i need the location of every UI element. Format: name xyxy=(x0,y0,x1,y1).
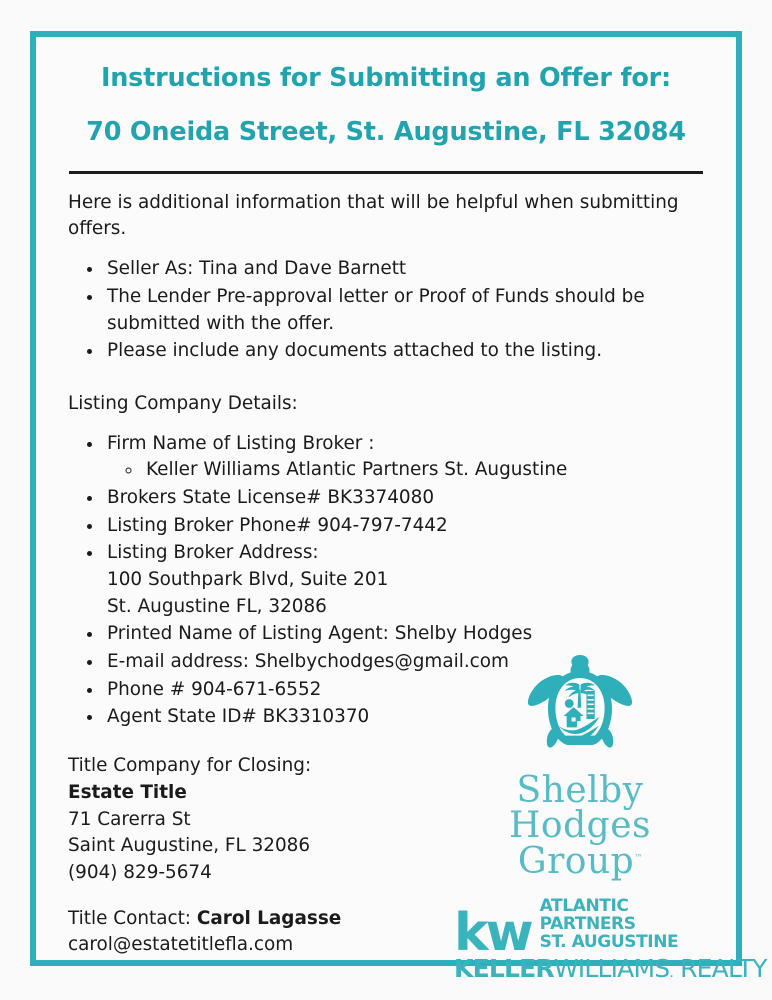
list-item-license: • Brokers State License# BK3374080 xyxy=(104,485,704,512)
list-item: ◦ Keller Williams Atlantic Partners St. Augustine xyxy=(143,457,704,484)
list-item: • Seller As: Tina and Dave Barnett xyxy=(104,256,704,283)
title-divider xyxy=(69,171,703,174)
intro-paragraph: Here is additional information that will be helpful when submitting offers. xyxy=(68,191,679,240)
kw-brand-line xyxy=(454,953,767,983)
list-item: • Please include any documents attached to the listing. xyxy=(104,338,704,365)
title-company-address-line-1: 71 Carerra St xyxy=(68,808,191,830)
document-frame xyxy=(30,31,767,983)
kw-logo-top-row xyxy=(454,895,706,964)
kw-monogram-icon: kw xyxy=(454,903,531,964)
general-bullet-list xyxy=(68,256,704,365)
kw-brand-realty: REALTY xyxy=(672,953,767,983)
list-item: • The Lender Pre-approval letter or Proof of Funds should be submitted with the offer. xyxy=(104,284,704,337)
title-company-block xyxy=(68,753,468,959)
title-company-phone: (904) 829-5674 xyxy=(68,861,212,883)
page-title xyxy=(54,37,718,149)
kw-market-line-1: ATLANTIC PARTNERS xyxy=(539,895,636,934)
broker-address-line-2: St. Augustine FL, 32086 xyxy=(107,595,327,617)
kw-brand-keller: KELLER xyxy=(454,953,554,983)
title-contact-line xyxy=(68,906,468,933)
kw-brand-dot: . xyxy=(669,964,673,981)
wordmark-line-2-text: Group xyxy=(517,840,635,882)
title-contact-label: Title Contact: xyxy=(68,907,197,929)
firm-name-sublist xyxy=(107,457,704,484)
sea-turtle-icon xyxy=(514,653,646,765)
branding-column xyxy=(450,653,767,983)
title-contact-email: carol@estatetitlefla.com xyxy=(68,934,294,956)
title-line-1: Instructions for Submitting an Offer for: xyxy=(100,63,672,93)
list-item-agent-id: • Agent State ID# BK3310370 xyxy=(104,704,704,731)
document-body xyxy=(54,190,718,731)
document-inner xyxy=(36,37,767,983)
kw-brand-williams: WILLIAMS xyxy=(553,953,670,983)
listing-company-details-label: Listing Company Details: xyxy=(68,392,298,414)
list-item-firm-name xyxy=(104,431,704,484)
kw-market-name xyxy=(540,897,706,954)
title-company-name: Estate Title xyxy=(68,781,187,803)
shelby-hodges-group-wordmark xyxy=(450,770,710,882)
kw-market-line-2: ST. AUGUSTINE xyxy=(539,931,679,952)
title-company-label: Title Company for Closing: xyxy=(68,755,312,777)
keller-williams-logo xyxy=(454,895,767,983)
wordmark-line-1: Shelby Hodges xyxy=(509,770,651,847)
list-item-agent-email: • E-mail address: Shelbychodges@gmail.com xyxy=(104,649,704,676)
list-item-broker-phone: • Listing Broker Phone# 904-797-7442 xyxy=(104,513,704,540)
list-item-broker-address xyxy=(104,540,704,620)
list-item-agent-phone: • Phone # 904-671-6552 xyxy=(104,677,704,704)
title-company-address-line-2: Saint Augustine, FL 32086 xyxy=(68,835,311,857)
trademark-symbol: ™ xyxy=(634,852,643,862)
title-contact-name: Carol Lagasse xyxy=(196,907,342,929)
broker-address-line-1: 100 Southpark Blvd, Suite 201 xyxy=(107,569,389,590)
broker-address-label: • Listing Broker Address: xyxy=(107,542,319,564)
firm-name-label: Firm Name of Listing Broker : xyxy=(107,432,375,454)
lower-section xyxy=(54,753,767,983)
wordmark-line-2 xyxy=(450,840,710,882)
list-item-agent-name: • Printed Name of Listing Agent: Shelby Hodges xyxy=(104,621,704,648)
title-line-2: 70 Oneida Street, St. Augustine, FL 32084 xyxy=(86,116,686,147)
title-contact-block xyxy=(68,906,468,959)
